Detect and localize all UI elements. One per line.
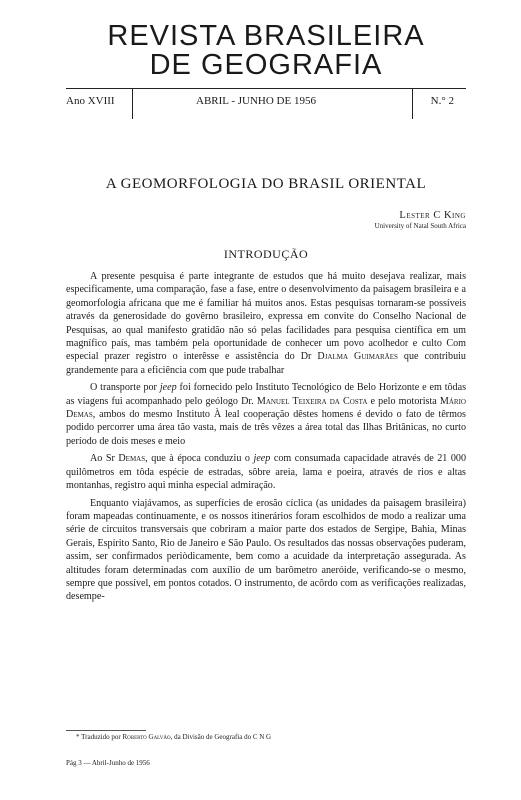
issue-info-bar [66,88,466,119]
footnote: * Traduzido por Roberto Galvão, da Divisão de Geografia do C N G [76,733,272,741]
author-name: Lester C King [399,210,466,221]
paragraph: O transporte por jeep foi fornecido pelo Instituto Tecnológico de Belo Horizonte e em tôdas as viagens fui acompanhado pelo geólogo Dr. Manuel Teixeira da Costa e pelo motorista Mário Demas, ambos do mesmo Instituto À leal cooperação dêstes homens é devido o fato de têrmos podido percorrer uma área tão vasta, mais de três vêzes a área total das Ilhas Britânicas, no curto período de dois meses e meio [66,382,467,447]
volume-label: Ano XVIII [66,95,115,107]
page-footer: Pág 3 — Abril-Junho de 1956 [66,759,150,767]
person-name: Djalma Guimarães [317,351,398,363]
article-title: A GEOMORFOLOGIA DO BRASIL ORIENTAL [105,176,427,192]
paragraph: A presente pesquisa é parte integrante de estudos que há muito desejava realizar, mais especificamente, uma comparação, fase a fase, entre o desenvolvimento da paisagem brasileira e a geomorfologia africana que me é familiar há muitos anos. Estas pesquisas tornaram-se possíveis através da generosidade do govêrno brasileiro, expressa em convite do Conselho Nacional de Pesquisas, ao qual manifesto gratidão não só pelas facilidades para pesquisa científica em um magnífico país, mas também pela oportunidade de conhecer um povo acolhedor e culto Com especial prazer registro o interêsse e assistência do Dr Djalma Guimarães que contribuiu grandemente para a eficiência com que pude trabalhar [66,271,466,376]
issue-period: ABRIL - JUNHO DE 1956 [196,95,316,107]
emphasis: jeep [159,382,177,394]
author-affiliation: University of Natal South Africa [374,222,466,230]
journal-title-line2: DE GEOGRAFIA [149,49,383,81]
journal-title [66,22,466,80]
footnote-rule [66,730,146,731]
person-name: Manuel Teixeira da Costa [256,395,368,407]
paragraph: Ao Sr Demas, que à época conduziu o jeep com consumada capacidade através de 21 000 quilômetros em tôda espécie de estradas, sôbre areia, lama e poeira, através de rios e altas montanhas, registro aqui minha especial admiração. [66,453,467,492]
article-body [66,270,466,608]
issue-divider [132,89,133,119]
emphasis: jeep [253,453,271,465]
person-name: Roberto Galvão [122,733,171,741]
issue-number: N.° 2 [430,95,454,107]
author-block [240,210,466,230]
person-name: Demas [118,453,146,465]
journal-title-line1: REVISTA BRASILEIRA [107,20,425,52]
paragraph: Enquanto viajávamos, as superfícies de erosão cíclica (as unidades da paisagem brasileira) foram mapeadas continuamente, e os nossos itinerários foram escolhidos de modo a realizar uma série de circuitos transversais que cobriram a maior parte dos estados de Sergipe, Bahia, Minas Gerais, Espírito Santo, Rio de Janeiro e São Paulo. Os resultados das nossas observações puderam, assim, ser confirmados periòdicamente, bem como a acuidade da interpretação assegurada. As altitudes foram determinadas com auxílio de um barômetro aneróide, verificando-se o mesmo, sempre que possível, em pontos cotados. O instrumento, de acôrdo com as verificações realizadas, desempe- [66,497,466,603]
issue-divider [412,89,413,119]
person-name: Mário Demas [66,395,466,421]
section-heading: INTRODUÇÃO [223,247,309,261]
